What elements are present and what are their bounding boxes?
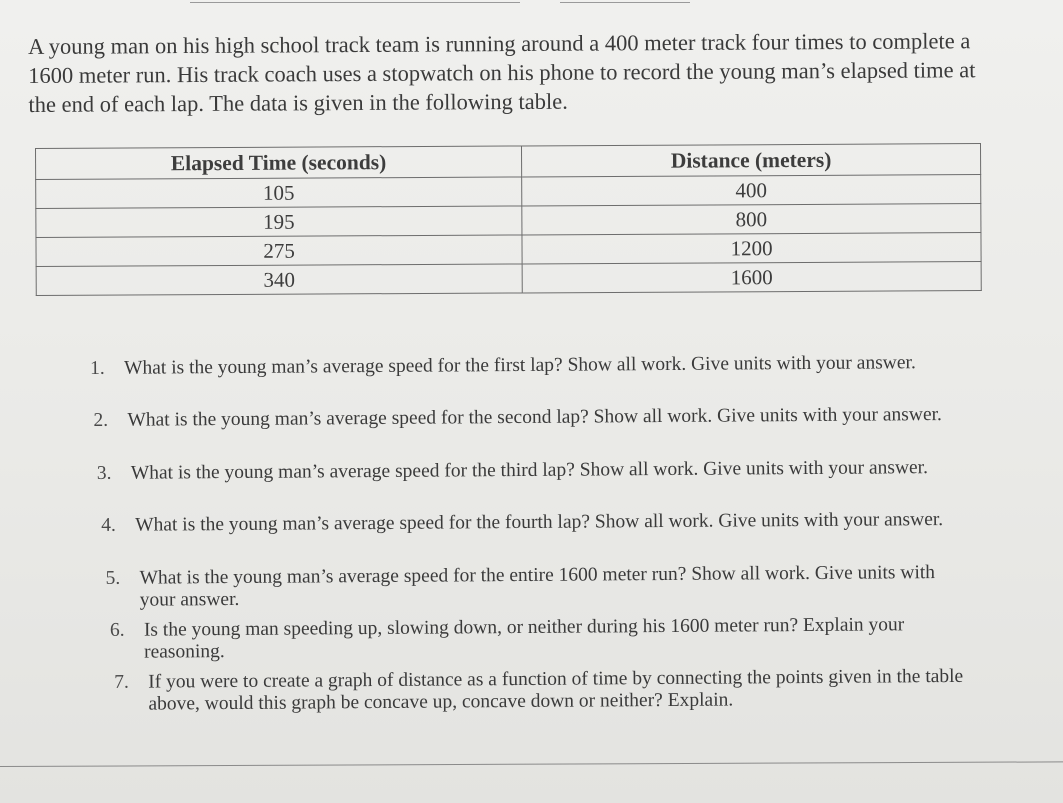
question-text: What is the young man’s average speed for the second lap? Show all work. Give units with your answer.	[127, 404, 942, 431]
question-item	[93, 404, 953, 432]
question-item	[101, 509, 961, 537]
top-rule	[560, 2, 690, 3]
question-text: What is the young man’s average speed for the entire 1600 meter run? Show all work. Give units with your answer.	[139, 562, 936, 611]
question-text: Is the young man speeding up, slowing down, or neither during his 1600 meter run? Explain your reasoning.	[143, 614, 905, 663]
top-rule	[190, 2, 520, 3]
question-item	[90, 352, 950, 380]
question-number: 2.	[93, 409, 109, 431]
question-item	[105, 562, 965, 612]
question-number: 4.	[101, 514, 116, 536]
elapsed-time-cell: 340	[36, 264, 522, 296]
question-item	[97, 457, 957, 485]
question-number: 3.	[96, 462, 112, 484]
distance-cell: 1600	[522, 262, 981, 293]
elapsed-time-cell: 195	[36, 206, 522, 238]
distance-cell: 400	[522, 175, 981, 206]
question-text: If you were to create a graph of distance as a function of time by connecting the points given in the table above, would this graph be concave up, concave down or neither? Explain.	[148, 665, 964, 715]
question-number: 7.	[114, 671, 129, 693]
question-list	[90, 352, 980, 715]
question-number: 1.	[90, 357, 105, 379]
question-text: What is the young man’s average speed for the first lap? Show all work. Give units with your answer.	[123, 352, 916, 379]
header-elapsed-time: Elapsed Time (seconds)	[36, 146, 522, 180]
table-header-row	[36, 144, 981, 180]
header-distance: Distance (meters)	[521, 144, 980, 177]
distance-cell: 800	[522, 204, 981, 235]
distance-cell: 1200	[522, 233, 981, 264]
table-row	[36, 262, 981, 296]
question-number: 6.	[109, 619, 125, 641]
lap-data-table	[35, 143, 982, 296]
bottom-rule	[0, 761, 1063, 767]
question-item	[114, 666, 974, 716]
question-item	[110, 614, 970, 664]
elapsed-time-cell: 105	[36, 177, 522, 209]
intro-paragraph: A young man on his high school track team is running around a 400 meter track four times to complete a 1600 meter run. His track coach uses a stopwatch on his phone to record the young man’s elapsed time at the end of each lap. The data is given in the following table.	[28, 28, 976, 117]
question-text: What is the young man’s average speed for the fourth lap? Show all work. Give units with your answer.	[135, 509, 944, 536]
elapsed-time-cell: 275	[36, 235, 522, 267]
question-text: What is the young man’s average speed for the third lap? Show all work. Give units with your answer.	[130, 457, 929, 484]
question-number: 5.	[105, 567, 121, 589]
